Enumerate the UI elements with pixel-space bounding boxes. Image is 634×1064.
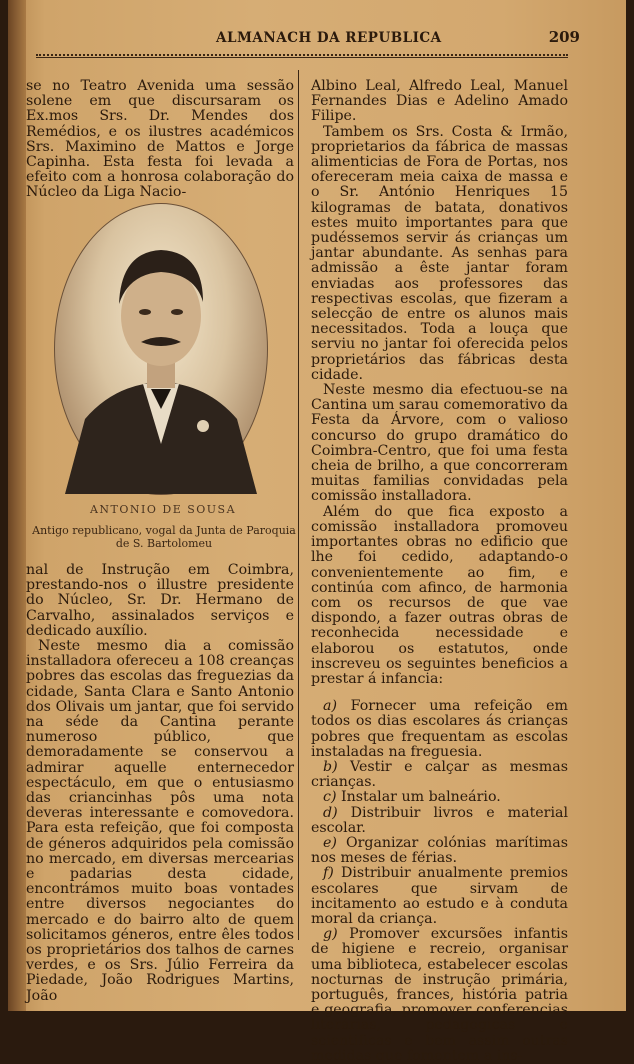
benefit-text: Distribuir livros e material escolar. [311,804,568,836]
benefit-item [311,760,568,790]
left-column-top [26,79,294,201]
portrait-figure [55,204,267,494]
benefit-text: Instalar um balneário. [336,789,501,806]
benefit-letter: a) [323,698,337,715]
benefit-letter: f) [323,865,334,882]
benefit-text: Promover excursões infantis de higiene e recreio, organisar uma biblioteca, estabelecer escolas nocturnas de instrução primária, português, frances, história patria e geografia, promover conferencias literárias, pedagogicas e scientificas e bem assim outras medidas que fomentem a ins- [311,926,568,1064]
benefit-letter: b) [323,758,338,775]
portrait-caption-description: Antigo republicano, vogal da Junta de Paroquia de S. Bartolomeu [32,524,296,550]
paragraph: Albino Leal, Alfredo Leal, Manuel Fernandes Dias e Adelino Amado Filipe. [311,78,568,125]
benefit-letter: d) [323,804,338,821]
benefit-item [311,790,568,805]
paragraph: nal de Instrução em Coimbra, prestando-nos o illustre presidente do Núcleo, Sr. Dr. Hermano de Carvalho, assinalados serviços e dedicado auxílio. [26,562,294,639]
right-column [311,79,568,1064]
paragraph: se no Teatro Avenida uma sessão solene em que discursaram os Ex.mos Srs. Dr. Mendes dos Remédios, e os ilustres académicos Srs. Maximino de Mattos e Jorge Capinha. Esta festa foi levada a efeito com a honrosa colaboração do Núcleo da Liga Nacio- [26,78,294,201]
paragraph: Tambem os Srs. Costa & Irmão, proprietarios da fábrica de massas alimenticias de Fora de Portas, nos ofereceram meia caixa de massa e o Sr. António Henriques 15 kilogramas de batata, donativos estes muito importantes para que pudéssemos servir ás crianças um jantar abundante. As senhas para admissão a êste jantar foram enviadas aos professores das respectivas escolas, que fizeram a selecção de entre os alunos mais necessitados. Toda a louça que serviu no jantar foi oferecida pelos proprietários das fábricas desta cidade. [311,123,568,383]
benefit-text: Organizar colónias marítimas nos meses de férias. [311,834,568,867]
benefit-letter: e) [323,834,337,851]
benefit-item [311,866,568,927]
paragraph: Neste mesmo dia a comissão installadora ofereceu a 108 creanças pobres das escolas das freguezias da cidade, Santa Clara e Santo Antonio dos Olivais um jantar, que foi servido na séde da Cantina perante numeroso público, que demoradamente se conservou a admirar aquelle enternecedor espectáculo, em que o entusiasmo das criancinhas pôs uma nota deveras interessante e comovedora. Para esta refeição, que foi composta de géneros adquiridos pela comissão no mercado, em diversas mercearias e padarias desta cidade, encontrámos muito boas vontades entre diversos negociantes do mercado e do bairro alto de quem solicitamos géneros, entre êles todos os proprietários dos talhos de carnes verdes, e os Srs. Júlio Ferreira da Piedade, João Rodrigues Martins, João [26,638,294,1004]
benefit-text: Fornecer uma refeição em todos os dias escolares ás crianças pobres que frequentam as escolas instaladas na freguesia. [311,698,568,760]
book-spine [8,0,26,1011]
header-rule [36,54,568,58]
benefit-letter: c) [323,789,337,806]
running-title: ALMANACH DA REPUBLICA [216,30,442,46]
benefit-text: Distribuir anualmente premios escolares que sirvam de incitamento ao estudo e à conduta moral da criança. [311,865,568,927]
benefits-list [311,699,568,1064]
left-column-bottom [26,563,294,1004]
benefit-item [311,836,568,866]
page-number: 209 [548,28,580,46]
column-divider [298,70,299,940]
running-header [38,30,608,52]
paragraph: Além do que fica exposto a comissão installadora promoveu importantes obras no edificio que lhe foi cedido, adaptando-o convenientemente ao fim, e continúa com afinco, de harmonia com os recursos de que vae dispondo, a fazer outras obras de reconhecida necessidade e elaborou os estatutos, onde inscreveu os seguintes beneficios a prestar á infancia: [311,503,568,687]
book-page [8,0,626,1064]
benefit-text: Vestir e calçar as mesmas crianças. [311,758,568,791]
benefit-item [311,699,568,760]
portrait-caption-name: ANTONIO DE SOUSA [89,503,237,516]
benefit-letter: g) [323,926,338,943]
benefit-item [311,927,568,1064]
portrait-photo [54,203,268,495]
benefit-item [311,806,568,836]
paragraph: Neste mesmo dia efectuou-se na Cantina um sarau comemorativo da Festa da Árvore, com o valioso concurso do grupo dramático do Coimbra-Centro, que foi uma festa cheia de brilho, a que concorreram muitas familias convidadas pela comissão installadora. [311,382,568,505]
